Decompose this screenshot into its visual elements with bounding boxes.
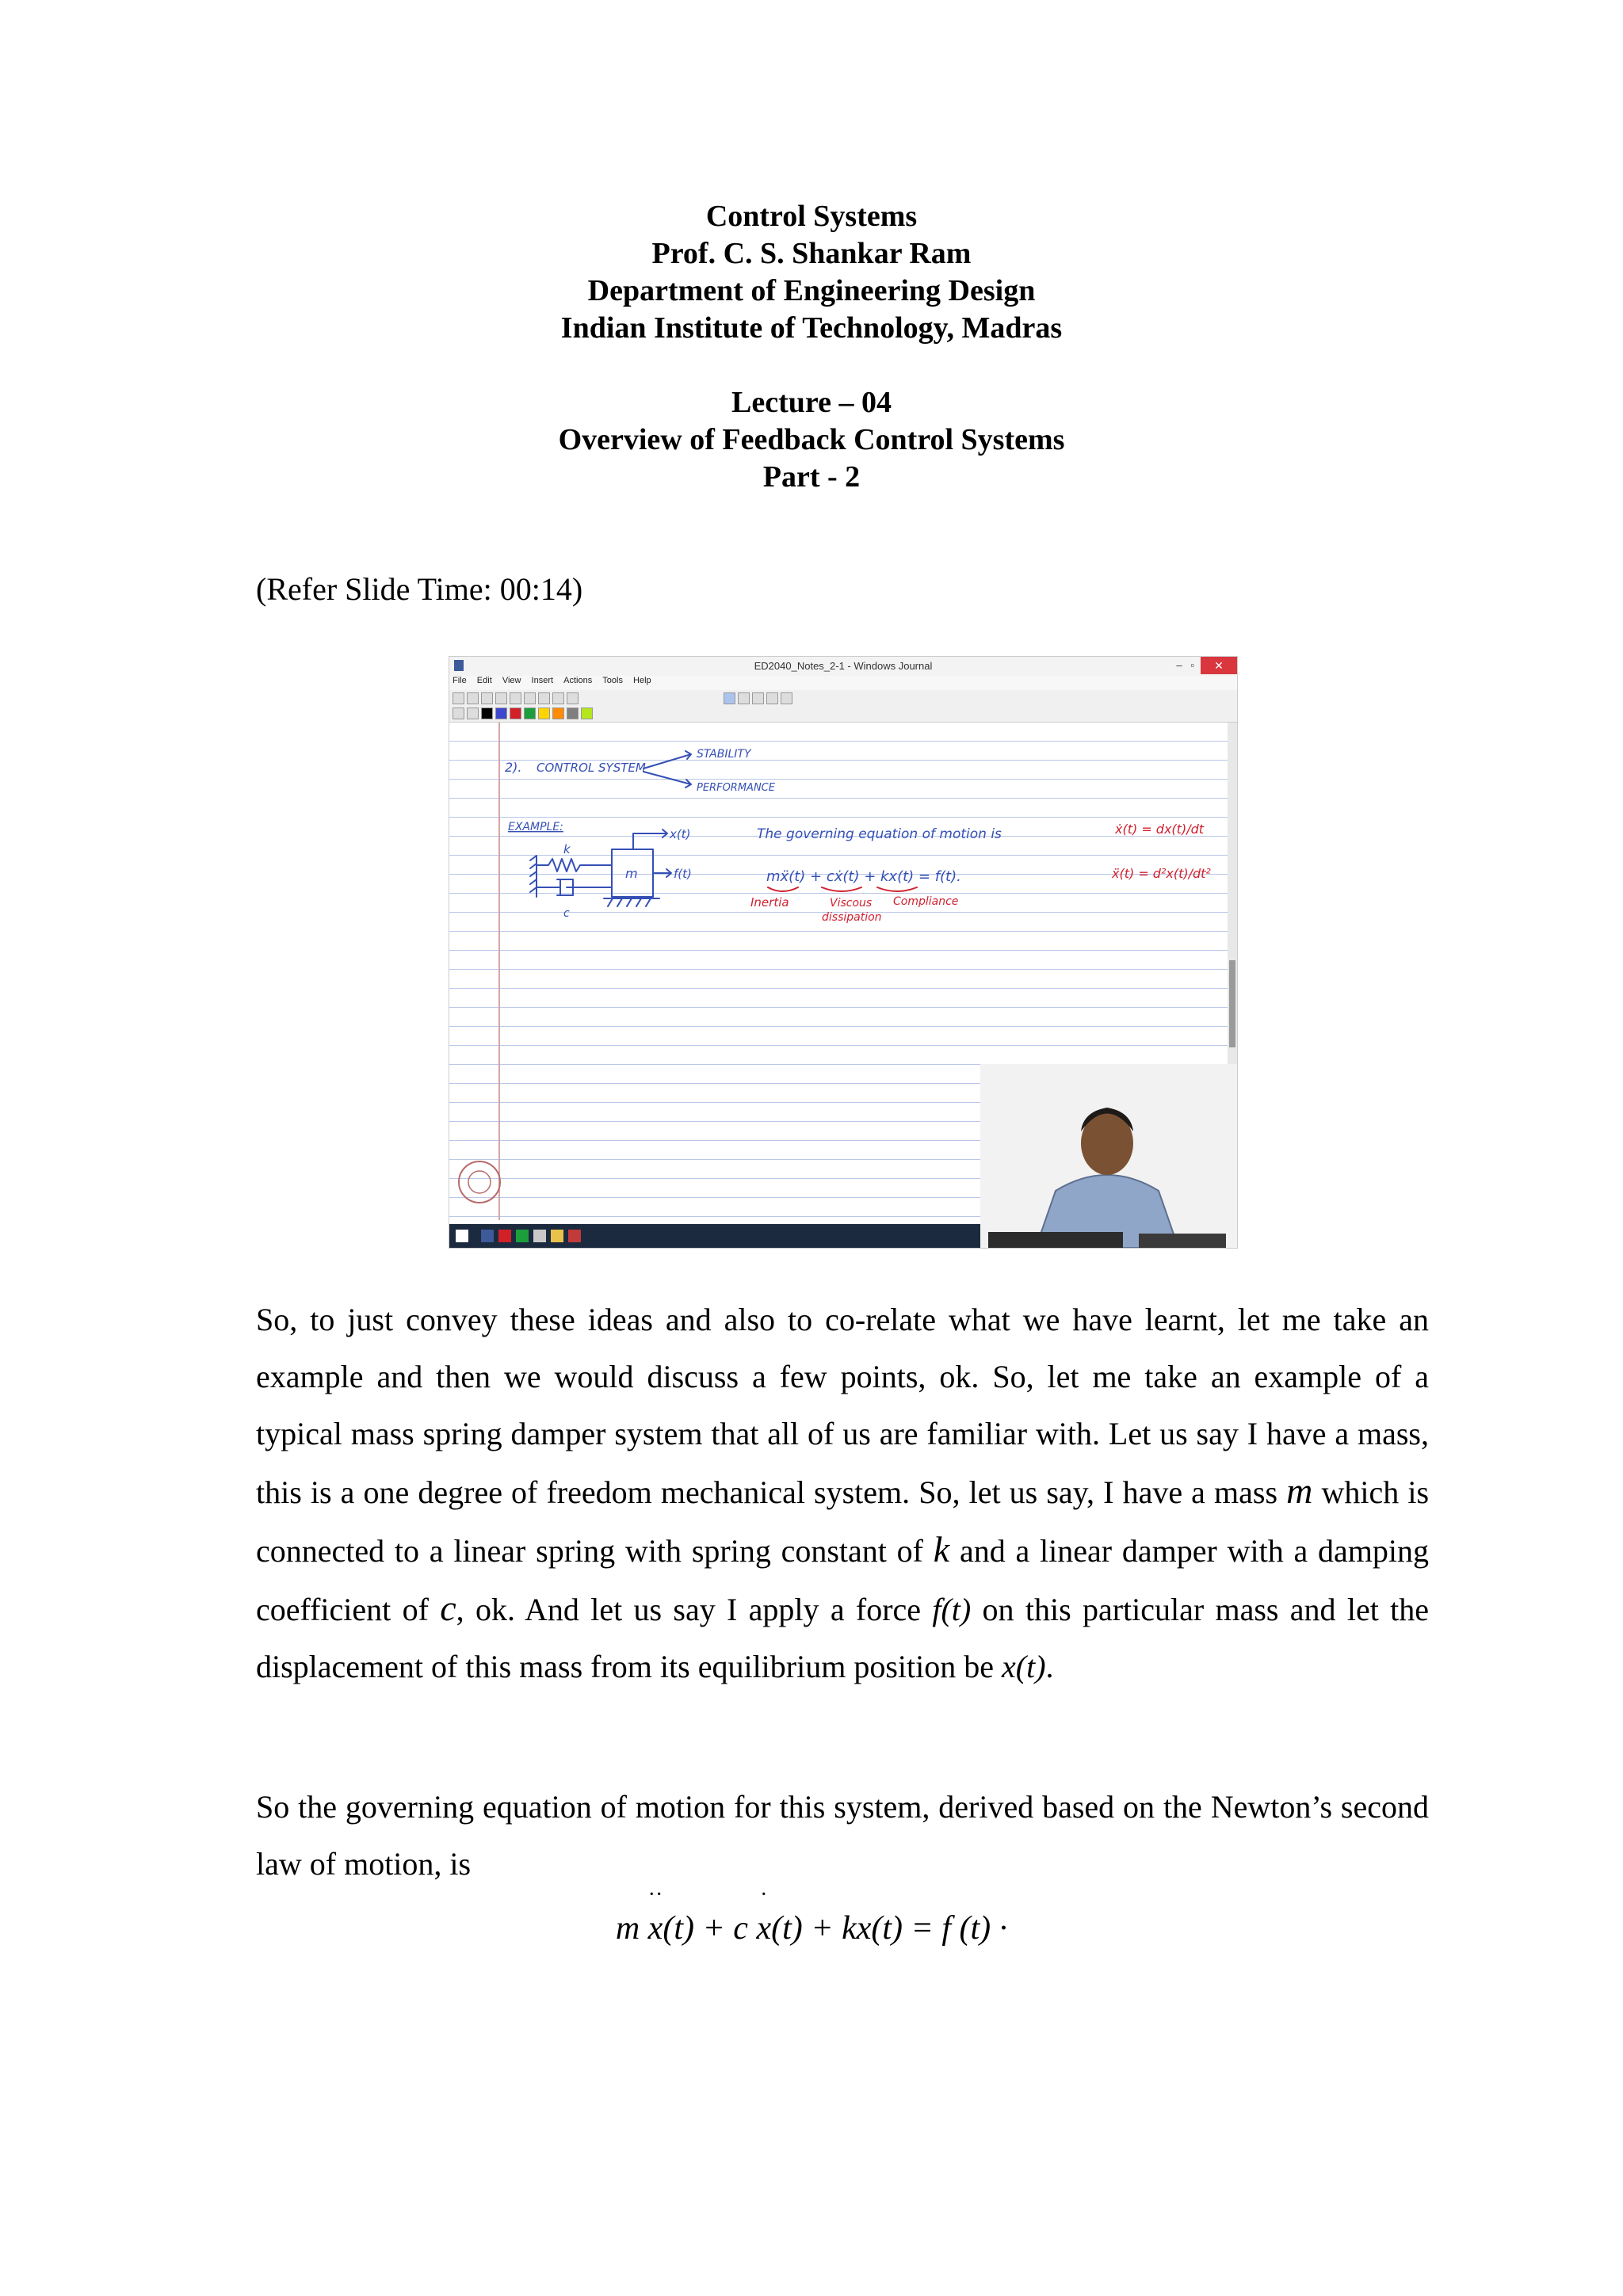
window-title: ED2040_Notes_2-1 - Windows Journal: [754, 660, 933, 672]
math-m: m: [1286, 1470, 1313, 1511]
bold-icon[interactable]: [453, 707, 464, 719]
eraser-icon[interactable]: [752, 692, 764, 704]
hw-item-number: 2).: [505, 760, 522, 775]
pen-icon[interactable]: [724, 692, 735, 704]
close-icon[interactable]: ✕: [1201, 657, 1237, 674]
copy-icon[interactable]: [524, 692, 536, 704]
math-x-of-t: x(t): [1002, 1649, 1046, 1684]
hw-m-label: m: [625, 866, 638, 881]
hw-inertia: Inertia: [750, 895, 789, 910]
hw-xddot-def: ẍ(t) = d²x(t)/dt²: [1112, 866, 1211, 881]
zoom-icon[interactable]: [781, 692, 792, 704]
undo-icon[interactable]: [552, 692, 564, 704]
hw-example: EXAMPLE:: [508, 821, 563, 833]
scrollbar-thumb[interactable]: [1229, 960, 1235, 1047]
equation-of-motion: [0, 1909, 1623, 1947]
lasso-icon[interactable]: [766, 692, 778, 704]
toolbar-row-1: [453, 692, 792, 705]
menu-help[interactable]: Help: [633, 676, 651, 685]
app-record-icon[interactable]: [568, 1230, 581, 1242]
app-green-icon[interactable]: [516, 1230, 529, 1242]
hw-underbraces: [768, 887, 917, 891]
eq-x-double-dot: ·· x: [648, 1909, 663, 1947]
eq-m: m: [615, 1910, 640, 1947]
math-f-of-t: f(t): [932, 1592, 972, 1627]
paragraph-1-text-c: and a linear damper with a damping coefficient of: [256, 1533, 1429, 1627]
color-gray-icon[interactable]: [567, 707, 579, 719]
highlighter-icon[interactable]: [738, 692, 750, 704]
print-icon[interactable]: [495, 692, 507, 704]
color-blue-icon[interactable]: [495, 707, 507, 719]
refer-slide-time: (Refer Slide Time: 00:14): [256, 571, 583, 607]
lecture-number: Lecture – 04: [731, 386, 892, 419]
app-gray-icon[interactable]: [533, 1230, 546, 1242]
explorer-icon[interactable]: [551, 1230, 563, 1242]
professor-name: Prof. C. S. Shankar Ram: [651, 237, 972, 270]
paragraph-1-text-b: which is connected to a linear spring with spring constant of: [256, 1474, 1430, 1569]
toolbar-row-2: [453, 707, 593, 720]
color-red-icon[interactable]: [510, 707, 521, 719]
journal-taskbar-icon[interactable]: [481, 1230, 494, 1242]
start-icon[interactable]: [456, 1230, 468, 1242]
math-k: k: [933, 1529, 950, 1569]
hw-f-arrow: [653, 869, 671, 877]
hw-equation: mẍ(t) + cẋ(t) + kx(t) = f(t).: [766, 868, 961, 885]
hw-viscous: Viscous: [830, 897, 873, 910]
hw-damper: [537, 879, 612, 895]
open-icon[interactable]: [467, 692, 479, 704]
hw-f-label: f(t): [674, 867, 692, 881]
paragraph-2: So the governing equation of motion for this system, derived based on the Newton’s second law of motion, is: [256, 1789, 1429, 1882]
hw-dissipation: dissipation: [822, 911, 882, 924]
hw-x-arrow: [633, 830, 667, 849]
redo-icon[interactable]: [567, 692, 579, 704]
menu-actions[interactable]: Actions: [563, 676, 593, 685]
paragraph-1-text-f: .: [1045, 1649, 1054, 1684]
institute-name: Indian Institute of Technology, Madras: [560, 311, 1063, 345]
hw-governing-text: The governing equation of motion is: [757, 826, 1002, 842]
lecture-topic: Overview of Feedback Control Systems: [558, 423, 1065, 456]
menu-file[interactable]: File: [453, 676, 467, 685]
hw-k-label: k: [563, 842, 571, 856]
paragraph-1-text-d: , ok. And let us say I apply a force: [456, 1592, 933, 1627]
menu-bar: [449, 676, 1237, 690]
hw-c-label: c: [563, 907, 570, 920]
hw-stability: STABILITY: [697, 748, 751, 761]
hw-spring: [537, 859, 612, 871]
color-lime-icon[interactable]: [581, 707, 593, 719]
hw-arrow-stability: [643, 751, 691, 769]
iit-logo-watermark: [459, 1161, 500, 1203]
hw-control-system: CONTROL SYSTEM: [537, 761, 646, 775]
math-c: c: [440, 1588, 456, 1628]
hw-ground: [604, 898, 659, 906]
menu-insert[interactable]: Insert: [531, 676, 554, 685]
instructor-webcam: [980, 1064, 1237, 1248]
toolbar: [449, 690, 1237, 723]
window-titlebar: [449, 657, 1237, 676]
paragraph-1-text-e: on this particular mass and let the displacement of this mass from its equilibrium position be: [256, 1592, 1430, 1684]
department-name: Department of Engineering Design: [587, 274, 1036, 307]
italic-icon[interactable]: [467, 707, 479, 719]
slide-screenshot: [449, 656, 1238, 1249]
cut-icon[interactable]: [510, 692, 521, 704]
color-yellow-icon[interactable]: [538, 707, 550, 719]
app-red-icon[interactable]: [498, 1230, 511, 1242]
color-orange-icon[interactable]: [552, 707, 564, 719]
lecture-part: Part - 2: [762, 460, 861, 494]
eq-x-dot: · x: [756, 1909, 771, 1947]
menu-edit[interactable]: Edit: [476, 676, 492, 685]
hw-arrow-performance: [643, 772, 691, 788]
document-header: [0, 198, 1623, 496]
save-icon[interactable]: [481, 692, 493, 704]
hw-performance: PERFORMANCE: [697, 782, 775, 794]
paragraph-1: [256, 1291, 1429, 1695]
paste-icon[interactable]: [538, 692, 550, 704]
new-note-icon[interactable]: [453, 692, 464, 704]
instructor-video-icon: [980, 1064, 1237, 1248]
menu-tools[interactable]: Tools: [602, 676, 623, 685]
menu-view[interactable]: View: [502, 676, 521, 685]
hw-x-label: x(t): [670, 827, 691, 841]
course-title: Control Systems: [705, 200, 918, 233]
paragraph-1-text-a: So, to just convey these ideas and also to co-relate what we have learnt, let me take an example and then we would discuss a few points, ok. So, let me take an example of a typical mass spring damper system that all of us are familiar with. Let us say I have a mass, this is a one degree of freedom mechanical system. So, let us say, I have a mass: [256, 1302, 1429, 1510]
minimize-restore-icons[interactable]: – ▫: [1176, 659, 1194, 671]
eq-part-1: (t) + c: [663, 1910, 757, 1947]
color-black-icon[interactable]: [481, 707, 493, 719]
hw-compliance: Compliance: [893, 895, 959, 908]
hw-wall: [530, 856, 537, 897]
color-green-icon[interactable]: [524, 707, 536, 719]
eq-part-2: (t) + kx(t) = f (t) ·: [771, 1910, 1008, 1947]
hw-xdot-def: ẋ(t) = dx(t)/dt: [1115, 822, 1205, 837]
